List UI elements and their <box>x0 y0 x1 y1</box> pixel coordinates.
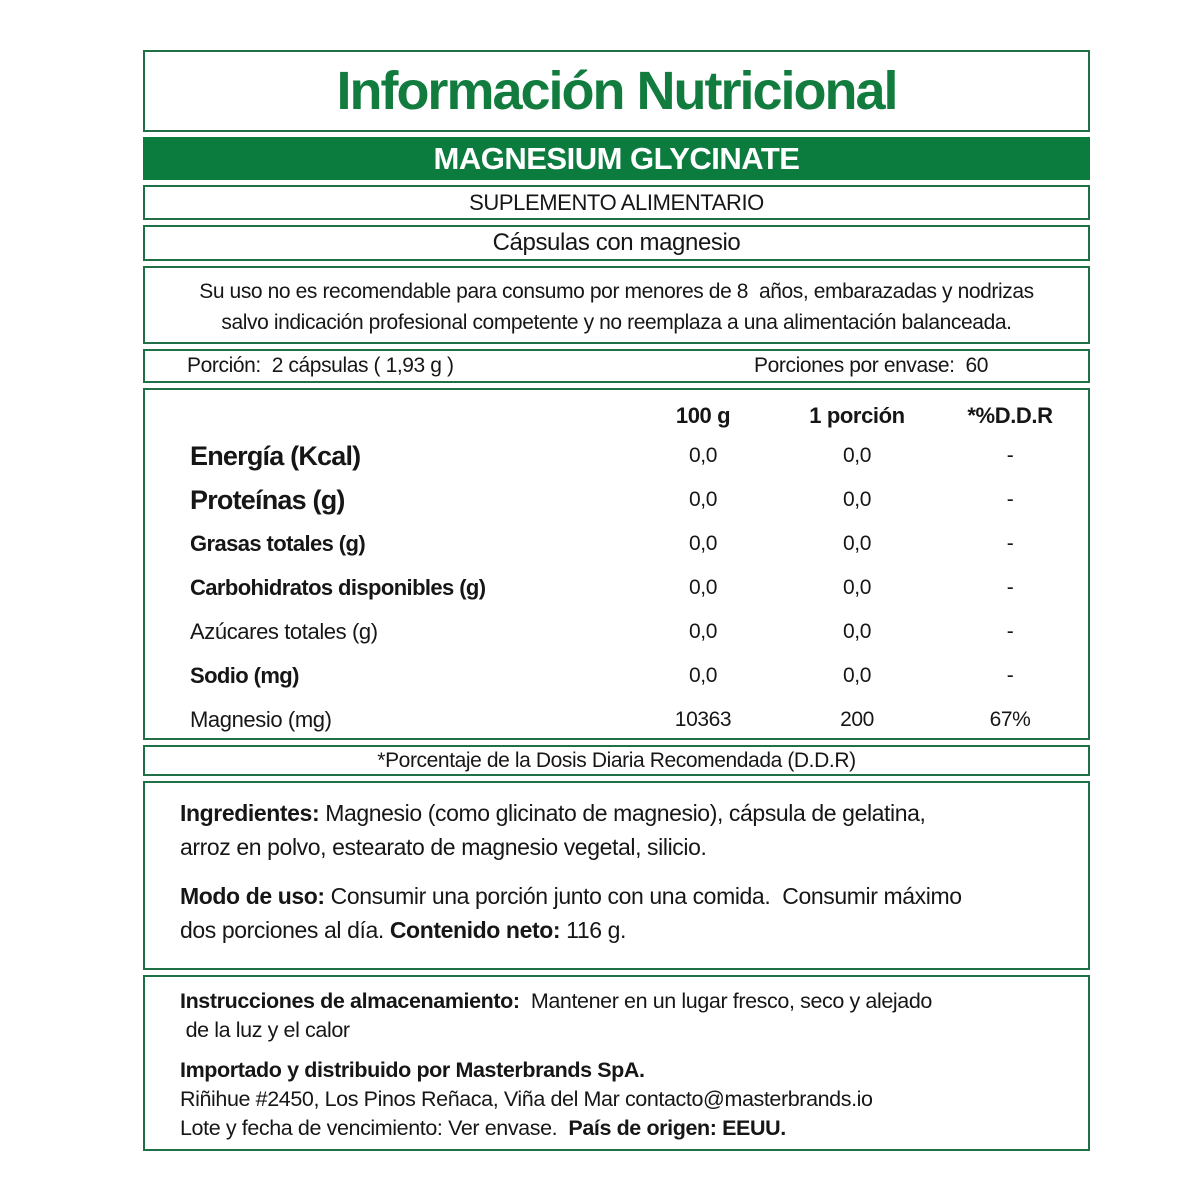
usage-line-1 <box>180 879 1080 913</box>
table-row-grasas <box>145 522 1088 566</box>
table-row-energia <box>145 434 1088 478</box>
value-per-100g: 0,0 <box>689 576 717 599</box>
nutrient-label: Magnesio (mg) <box>190 707 332 732</box>
value-per-portion: 0,0 <box>843 664 871 687</box>
value-per-100g: 0,0 <box>689 664 717 687</box>
product-banner <box>143 137 1090 180</box>
product-name: MAGNESIUM GLYCINATE <box>433 140 800 176</box>
ingredients-line-1 <box>180 796 1080 830</box>
title-box <box>143 50 1090 132</box>
ingredients-text-1: Magnesio (como glicinato de magnesio), cápsula de gelatina, <box>319 800 926 826</box>
category-box <box>143 185 1090 220</box>
header-per-portion: 1 porción <box>809 403 905 428</box>
nutrient-label: Energía (Kcal) <box>190 440 361 471</box>
header-ddr: *%D.D.R <box>967 403 1053 428</box>
storage-lead: Instrucciones de almacenamiento: <box>180 989 520 1013</box>
value-per-portion: 200 <box>840 708 874 731</box>
value-ddr: - <box>1006 576 1014 599</box>
value-ddr: - <box>1006 488 1014 511</box>
distributor-line-2: Riñihue #2450, Los Pinos Reñaca, Viña del Mar contacto@masterbrands.io <box>180 1087 873 1111</box>
value-per-portion: 0,0 <box>843 620 871 643</box>
ingredients-line-2: arroz en polvo, estearato de magnesio vegetal, silicio. <box>180 834 707 860</box>
table-row-proteinas <box>145 478 1088 522</box>
ingredients-paragraph <box>180 796 1080 864</box>
usage-text-2: dos porciones al día. <box>180 917 390 943</box>
net-content-value: 116 g. <box>560 917 626 943</box>
usage-text-1: Consumir una porción junto con una comida. Consumir máximo <box>324 883 962 909</box>
value-per-portion: 0,0 <box>843 576 871 599</box>
usage-paragraph <box>180 879 1080 947</box>
storage-text-1: Mantener en un lugar fresco, seco y alejado <box>519 989 932 1013</box>
value-ddr: - <box>1006 620 1014 643</box>
subtitle-box <box>143 225 1090 261</box>
nutrition-label <box>143 50 1090 1151</box>
serving-size: Porción: 2 cápsulas ( 1,93 g ) <box>187 354 454 377</box>
warning-line-2: salvo indicación profesional competente y no reemplaza a una alimentación balanceada. <box>221 311 1012 334</box>
nutrient-label: Grasas totales (g) <box>190 531 366 556</box>
value-per-100g: 0,0 <box>689 444 717 467</box>
value-per-100g: 10363 <box>674 708 732 731</box>
value-per-100g: 0,0 <box>689 532 717 555</box>
storage-paragraph <box>180 987 1080 1045</box>
category-text: SUPLEMENTO ALIMENTARIO <box>469 189 764 215</box>
nutrient-label: Azúcares totales (g) <box>190 619 378 644</box>
ingredients-lead: Ingredientes: <box>180 800 320 826</box>
subtitle-text: Cápsulas con magnesio <box>492 229 741 256</box>
table-row-sodio <box>145 654 1088 698</box>
value-ddr: - <box>1006 532 1014 555</box>
nutrient-label: Proteínas (g) <box>190 484 345 515</box>
warning-line-1: Su uso no es recomendable para consumo por menores de 8 años, embarazadas y nodrizas <box>199 280 1034 303</box>
storage-line-1 <box>180 987 1080 1016</box>
table-header-row <box>145 398 1088 434</box>
servings-per-container: Porciones por envase: 60 <box>754 354 988 377</box>
value-per-portion: 0,0 <box>843 488 871 511</box>
lot-text: Lote y fecha de vencimiento: Ver envase. <box>180 1116 569 1140</box>
value-ddr: - <box>1006 664 1014 687</box>
usage-lead: Modo de uso: <box>180 883 325 909</box>
value-per-100g: 0,0 <box>689 620 717 643</box>
net-content-lead: Contenido neto: <box>389 917 561 943</box>
usage-line-2 <box>180 913 1080 947</box>
ingredients-usage-box <box>143 781 1090 970</box>
distributor-line-3 <box>180 1114 1080 1143</box>
value-ddr: - <box>1006 444 1014 467</box>
nutrient-label: Sodio (mg) <box>190 663 299 688</box>
warning-box <box>143 266 1090 344</box>
page-title: Información Nutricional <box>336 61 897 121</box>
ddr-note-box <box>143 745 1090 776</box>
origin-text: País de origen: EEUU. <box>568 1116 786 1140</box>
serving-box <box>143 349 1090 383</box>
distributor-paragraph <box>180 1056 1080 1143</box>
nutrient-label: Carbohidratos disponibles (g) <box>190 575 486 600</box>
header-per-100g: 100 g <box>675 403 731 428</box>
table-row-carbohidratos <box>145 566 1088 610</box>
table-row-azucares <box>145 610 1088 654</box>
table-row-magnesio <box>145 698 1088 742</box>
ddr-note-text: *Porcentaje de la Dosis Diaria Recomendada (D.D.R) <box>377 748 856 772</box>
value-per-portion: 0,0 <box>843 444 871 467</box>
distributor-line-1: Importado y distribuido por Masterbrands SpA. <box>180 1058 645 1082</box>
nutrition-table <box>143 388 1090 740</box>
storage-distributor-box <box>143 975 1090 1151</box>
value-per-100g: 0,0 <box>689 488 717 511</box>
value-ddr: 67% <box>989 708 1031 731</box>
value-per-portion: 0,0 <box>843 532 871 555</box>
storage-line-2: de la luz y el calor <box>180 1018 350 1042</box>
